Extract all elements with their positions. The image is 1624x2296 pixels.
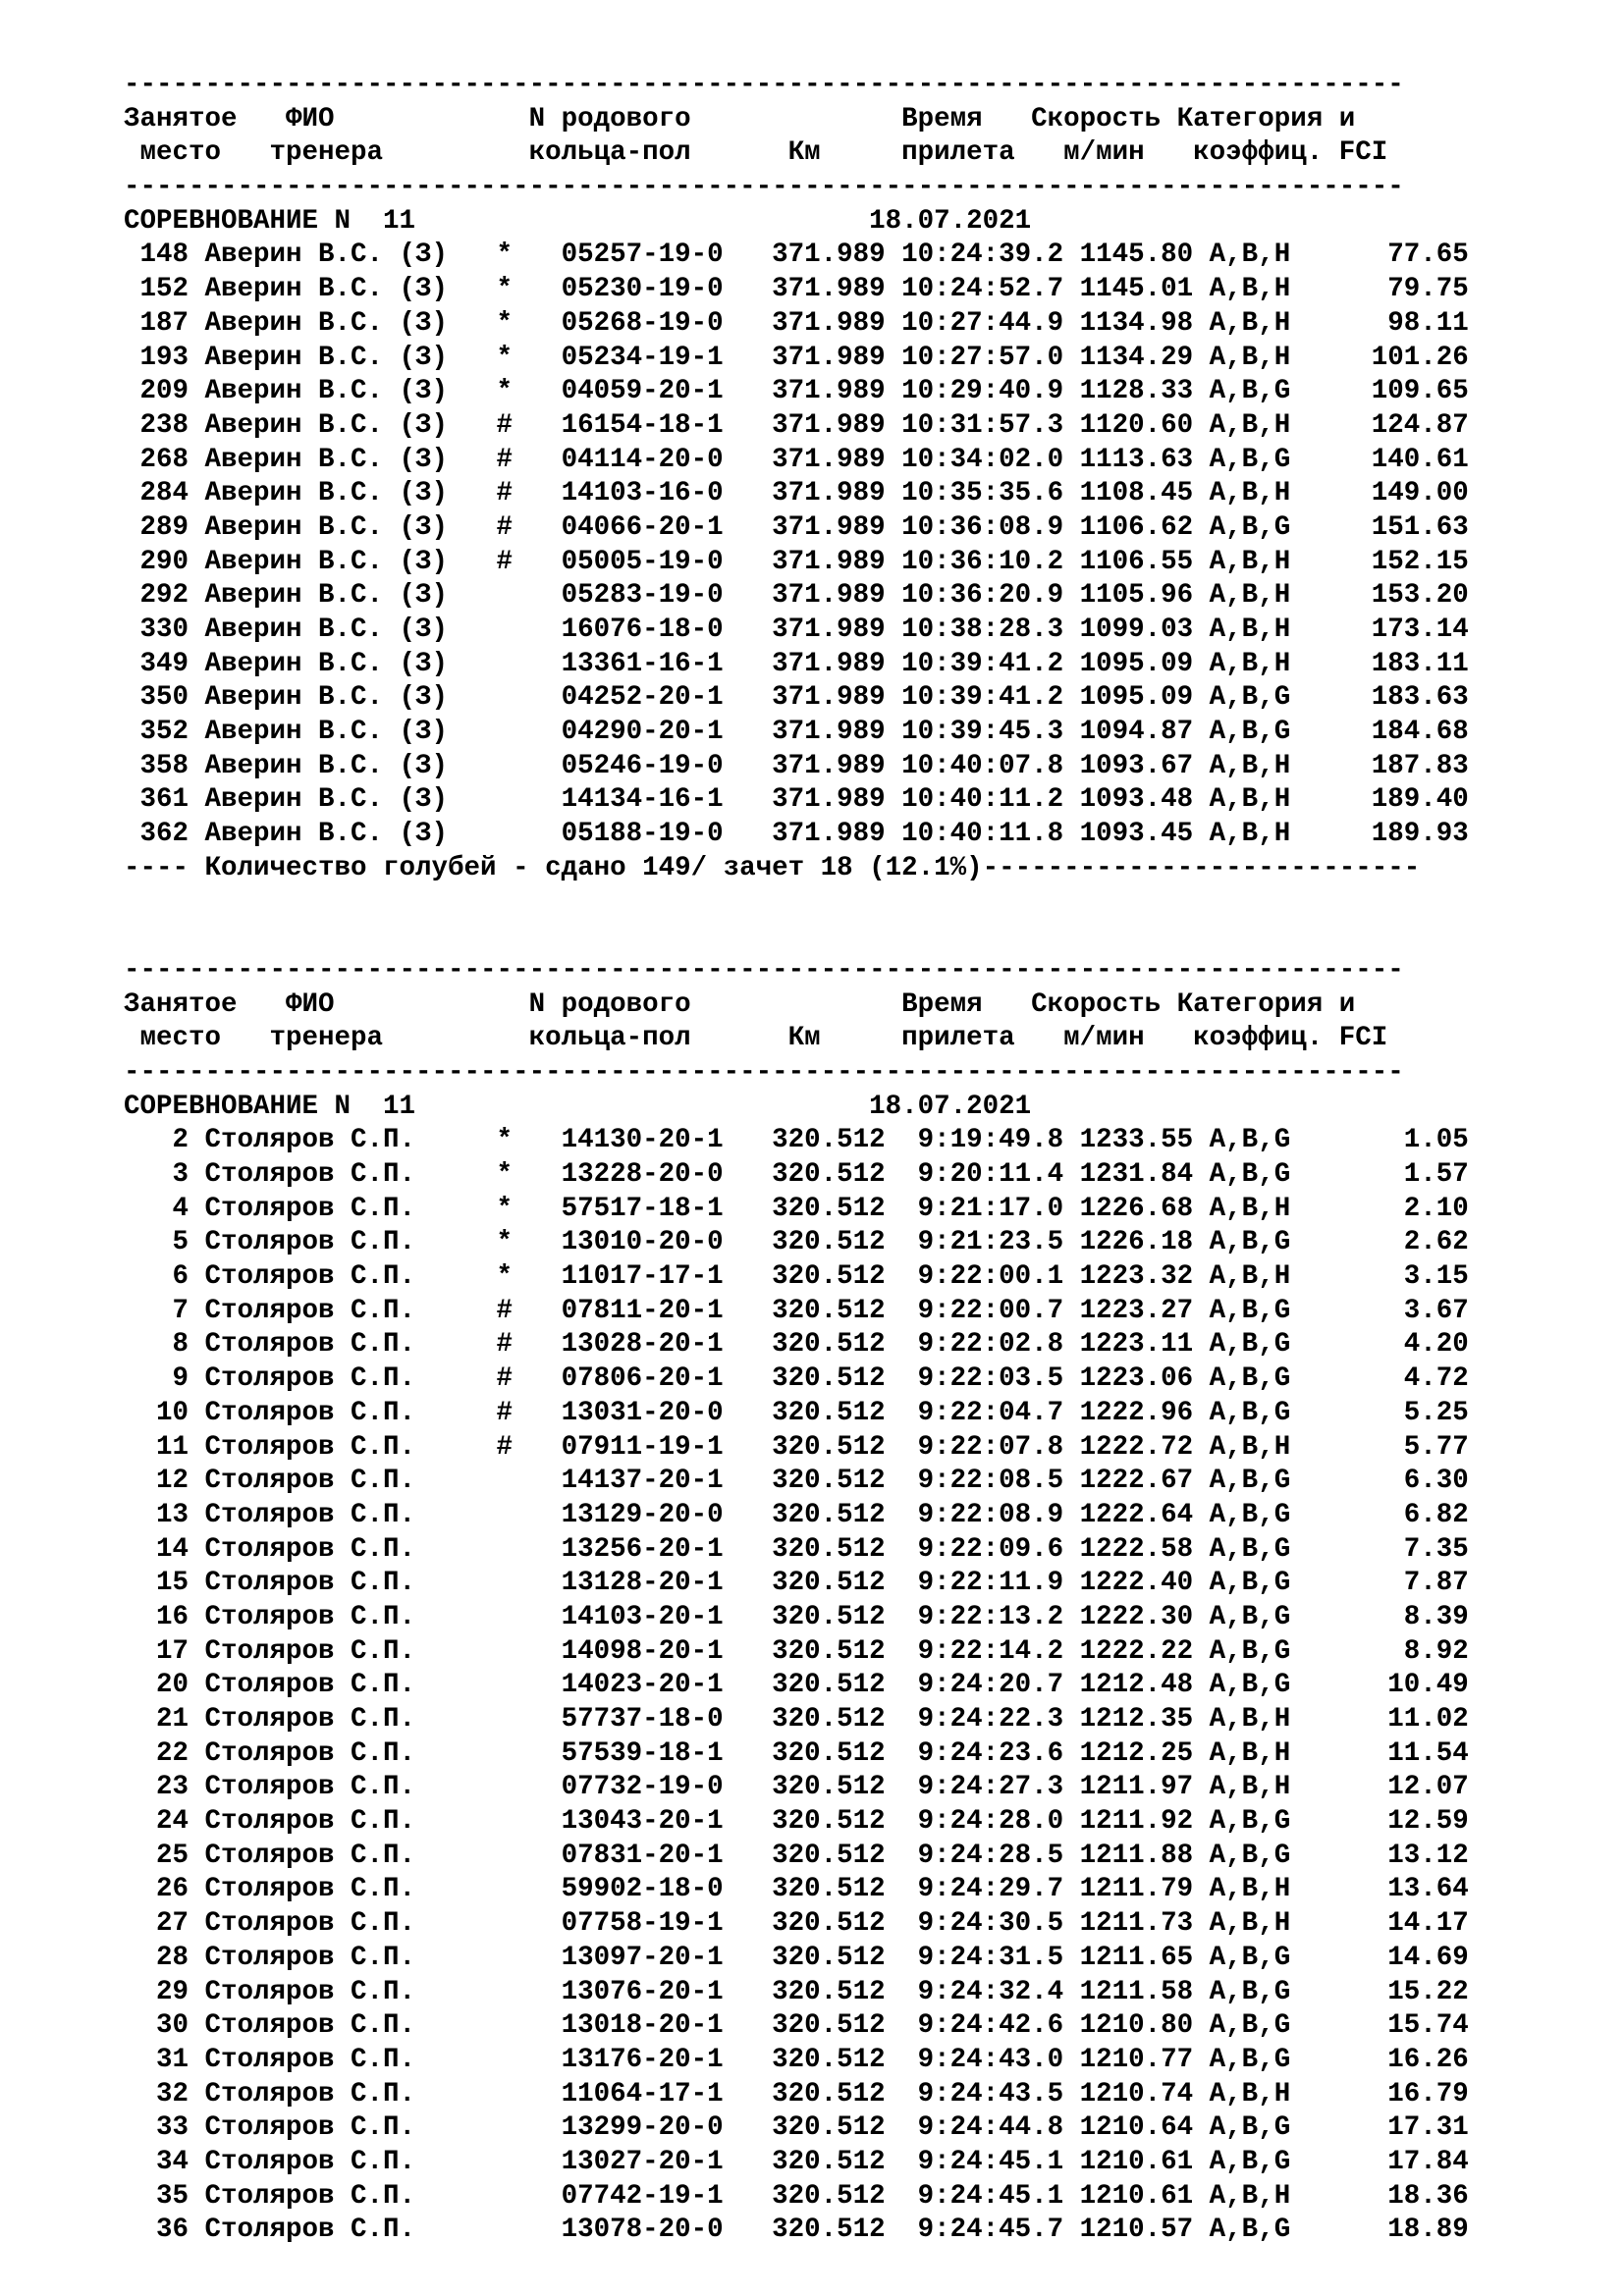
separator-line: ------------------------------------------------------------------------------- <box>124 70 1404 100</box>
table-row: 209 Аверин В.С. (З) * 04059-20-1 371.989 10:29:40.9 1128.33 A,B,G 109.65 <box>124 376 1469 407</box>
table-row: 352 Аверин В.С. (З) 04290-20-1 371.989 10:39:45.3 1094.87 A,B,G 184.68 <box>124 717 1469 748</box>
table-row: 23 Столяров С.П. 07732-19-0 320.512 9:24:27.3 1211.97 A,B,H 12.07 <box>124 1772 1469 1803</box>
table-row: 148 Аверин В.С. (З) * 05257-19-0 371.989 10:24:39.2 1145.80 A,B,H 77.65 <box>124 240 1469 271</box>
table-row: 152 Аверин В.С. (З) * 05230-19-0 371.989 10:24:52.7 1145.01 A,B,H 79.75 <box>124 274 1469 305</box>
separator-line: ------------------------------------------------------------------------------- <box>124 1056 1404 1088</box>
table-row: 9 Столяров С.П. # 07806-20-1 320.512 9:22:03.5 1223.06 A,B,G 4.72 <box>124 1363 1469 1395</box>
table-row: 21 Столяров С.П. 57737-18-0 320.512 9:24:22.3 1212.35 A,B,H 11.02 <box>124 1704 1469 1735</box>
column-header-line-1: Занятое ФИО N родового Время Скорость Категория и <box>124 988 1356 1020</box>
table-row: 15 Столяров С.П. 13128-20-1 320.512 9:22:11.9 1222.40 A,B,G 7.87 <box>124 1568 1469 1599</box>
section-stolyarov <box>124 954 1597 2248</box>
table-row: 290 Аверин В.С. (З) # 05005-19-0 371.989 10:36:10.2 1106.55 A,B,H 152.15 <box>124 546 1469 577</box>
table-row: 7 Столяров С.П. # 07811-20-1 320.512 9:22:00.7 1223.27 A,B,G 3.67 <box>124 1295 1469 1326</box>
competition-title: СОРЕВНОВАНИЕ N 11 18.07.2021 <box>124 205 1032 237</box>
table-row: 13 Столяров С.П. 13129-20-0 320.512 9:22:08.9 1222.64 A,B,G 6.82 <box>124 1499 1469 1530</box>
table-row: 14 Столяров С.П. 13256-20-1 320.512 9:22:09.6 1222.58 A,B,G 7.35 <box>124 1533 1469 1565</box>
table-row: 289 Аверин В.С. (З) # 04066-20-1 371.989 10:36:08.9 1106.62 A,B,G 151.63 <box>124 511 1469 543</box>
table-row: 20 Столяров С.П. 14023-20-1 320.512 9:24:20.7 1212.48 A,B,G 10.49 <box>124 1670 1469 1701</box>
table-row: 32 Столяров С.П. 11064-17-1 320.512 9:24:43.5 1210.74 A,B,H 16.79 <box>124 2078 1469 2109</box>
table-row: 4 Столяров С.П. * 57517-18-1 320.512 9:21:17.0 1226.68 A,B,H 2.10 <box>124 1193 1469 1224</box>
table-row: 361 Аверин В.С. (З) 14134-16-1 371.989 10:40:11.2 1093.48 A,B,H 189.40 <box>124 784 1469 816</box>
table-row: 34 Столяров С.П. 13027-20-1 320.512 9:24:45.1 1210.61 A,B,G 17.84 <box>124 2146 1469 2177</box>
table-row: 17 Столяров С.П. 14098-20-1 320.512 9:22:14.2 1222.22 A,B,G 8.92 <box>124 1635 1469 1667</box>
blank-line <box>124 886 1597 921</box>
column-header-line-2: место тренера кольца-пол Км прилета м/мин коэффиц. FCI <box>124 137 1388 169</box>
column-header-line-2: место тренера кольца-пол Км прилета м/мин коэффиц. FCI <box>124 1023 1388 1054</box>
table-row: 29 Столяров С.П. 13076-20-1 320.512 9:24:32.4 1211.58 A,B,G 15.22 <box>124 1976 1469 2007</box>
summary-line: ---- Количество голубей - сдано 149/ зачет 18 (12.1%)--------------------------- <box>124 852 1421 883</box>
table-row: 28 Столяров С.П. 13097-20-1 320.512 9:24:31.5 1211.65 A,B,G 14.69 <box>124 1942 1469 1973</box>
table-row: 349 Аверин В.С. (З) 13361-16-1 371.989 10:39:41.2 1095.09 A,B,H 183.11 <box>124 648 1469 679</box>
results-report-page <box>124 69 1597 2248</box>
table-row: 362 Аверин В.С. (З) 05188-19-0 371.989 10:40:11.8 1093.45 A,B,H 189.93 <box>124 819 1469 850</box>
table-row: 358 Аверин В.С. (З) 05246-19-0 371.989 10:40:07.8 1093.67 A,B,H 187.83 <box>124 750 1469 781</box>
section-averin <box>124 69 1597 886</box>
blank-line <box>124 920 1597 954</box>
table-row: 25 Столяров С.П. 07831-20-1 320.512 9:24:28.5 1211.88 A,B,G 13.12 <box>124 1840 1469 1871</box>
table-row: 10 Столяров С.П. # 13031-20-0 320.512 9:22:04.7 1222.96 A,B,G 5.25 <box>124 1397 1469 1428</box>
table-row: 27 Столяров С.П. 07758-19-1 320.512 9:24:30.5 1211.73 A,B,H 14.17 <box>124 1908 1469 1940</box>
table-row: 30 Столяров С.П. 13018-20-1 320.512 9:24:42.6 1210.80 A,B,G 15.74 <box>124 2010 1469 2042</box>
table-row: 16 Столяров С.П. 14103-20-1 320.512 9:22:13.2 1222.30 A,B,G 8.39 <box>124 1601 1469 1632</box>
table-row: 6 Столяров С.П. * 11017-17-1 320.512 9:22:00.1 1223.32 A,B,H 3.15 <box>124 1261 1469 1293</box>
table-row: 187 Аверин В.С. (З) * 05268-19-0 371.989 10:27:44.9 1134.98 A,B,H 98.11 <box>124 307 1469 339</box>
column-header-line-1: Занятое ФИО N родового Время Скорость Категория и <box>124 103 1356 134</box>
table-row: 238 Аверин В.С. (З) # 16154-18-1 371.989 10:31:57.3 1120.60 A,B,H 124.87 <box>124 409 1469 441</box>
table-row: 35 Столяров С.П. 07742-19-1 320.512 9:24:45.1 1210.61 A,B,H 18.36 <box>124 2180 1469 2212</box>
table-row: 350 Аверин В.С. (З) 04252-20-1 371.989 10:39:41.2 1095.09 A,B,G 183.63 <box>124 682 1469 714</box>
results-table-averin <box>124 239 1597 851</box>
table-row: 33 Столяров С.П. 13299-20-0 320.512 9:24:44.8 1210.64 A,B,G 17.31 <box>124 2112 1469 2144</box>
table-row: 22 Столяров С.П. 57539-18-1 320.512 9:24:23.6 1212.25 A,B,H 11.54 <box>124 1737 1469 1769</box>
separator-line: ------------------------------------------------------------------------------- <box>124 172 1404 203</box>
table-row: 31 Столяров С.П. 13176-20-1 320.512 9:24:43.0 1210.77 A,B,G 16.26 <box>124 2044 1469 2075</box>
table-row: 268 Аверин В.С. (З) # 04114-20-0 371.989 10:34:02.0 1113.63 A,B,G 140.61 <box>124 444 1469 475</box>
table-row: 2 Столяров С.П. * 14130-20-1 320.512 9:19:49.8 1233.55 A,B,G 1.05 <box>124 1125 1469 1156</box>
competition-title: СОРЕВНОВАНИЕ N 11 18.07.2021 <box>124 1091 1032 1122</box>
table-row: 330 Аверин В.С. (З) 16076-18-0 371.989 10:38:28.3 1099.03 A,B,H 173.14 <box>124 614 1469 645</box>
table-row: 5 Столяров С.П. * 13010-20-0 320.512 9:21:23.5 1226.18 A,B,G 2.62 <box>124 1227 1469 1258</box>
separator-line: ------------------------------------------------------------------------------- <box>124 954 1404 986</box>
table-row: 284 Аверин В.С. (З) # 14103-16-0 371.989 10:35:35.6 1108.45 A,B,H 149.00 <box>124 478 1469 509</box>
results-table-stolyarov <box>124 1124 1597 2248</box>
table-row: 193 Аверин В.С. (З) * 05234-19-1 371.989 10:27:57.0 1134.29 A,B,H 101.26 <box>124 342 1469 373</box>
table-row: 12 Столяров С.П. 14137-20-1 320.512 9:22:08.5 1222.67 A,B,G 6.30 <box>124 1466 1469 1497</box>
table-row: 24 Столяров С.П. 13043-20-1 320.512 9:24:28.0 1211.92 A,B,G 12.59 <box>124 1806 1469 1838</box>
table-row: 3 Столяров С.П. * 13228-20-0 320.512 9:20:11.4 1231.84 A,B,G 1.57 <box>124 1159 1469 1190</box>
table-row: 11 Столяров С.П. # 07911-19-1 320.512 9:22:07.8 1222.72 A,B,H 5.77 <box>124 1431 1469 1463</box>
table-row: 36 Столяров С.П. 13078-20-0 320.512 9:24:45.7 1210.57 A,B,G 18.89 <box>124 2215 1469 2246</box>
table-row: 292 Аверин В.С. (З) 05283-19-0 371.989 10:36:20.9 1105.96 A,B,H 153.20 <box>124 580 1469 612</box>
table-row: 8 Столяров С.П. # 13028-20-1 320.512 9:22:02.8 1223.11 A,B,G 4.20 <box>124 1329 1469 1361</box>
table-row: 26 Столяров С.П. 59902-18-0 320.512 9:24:29.7 1211.79 A,B,H 13.64 <box>124 1874 1469 1905</box>
